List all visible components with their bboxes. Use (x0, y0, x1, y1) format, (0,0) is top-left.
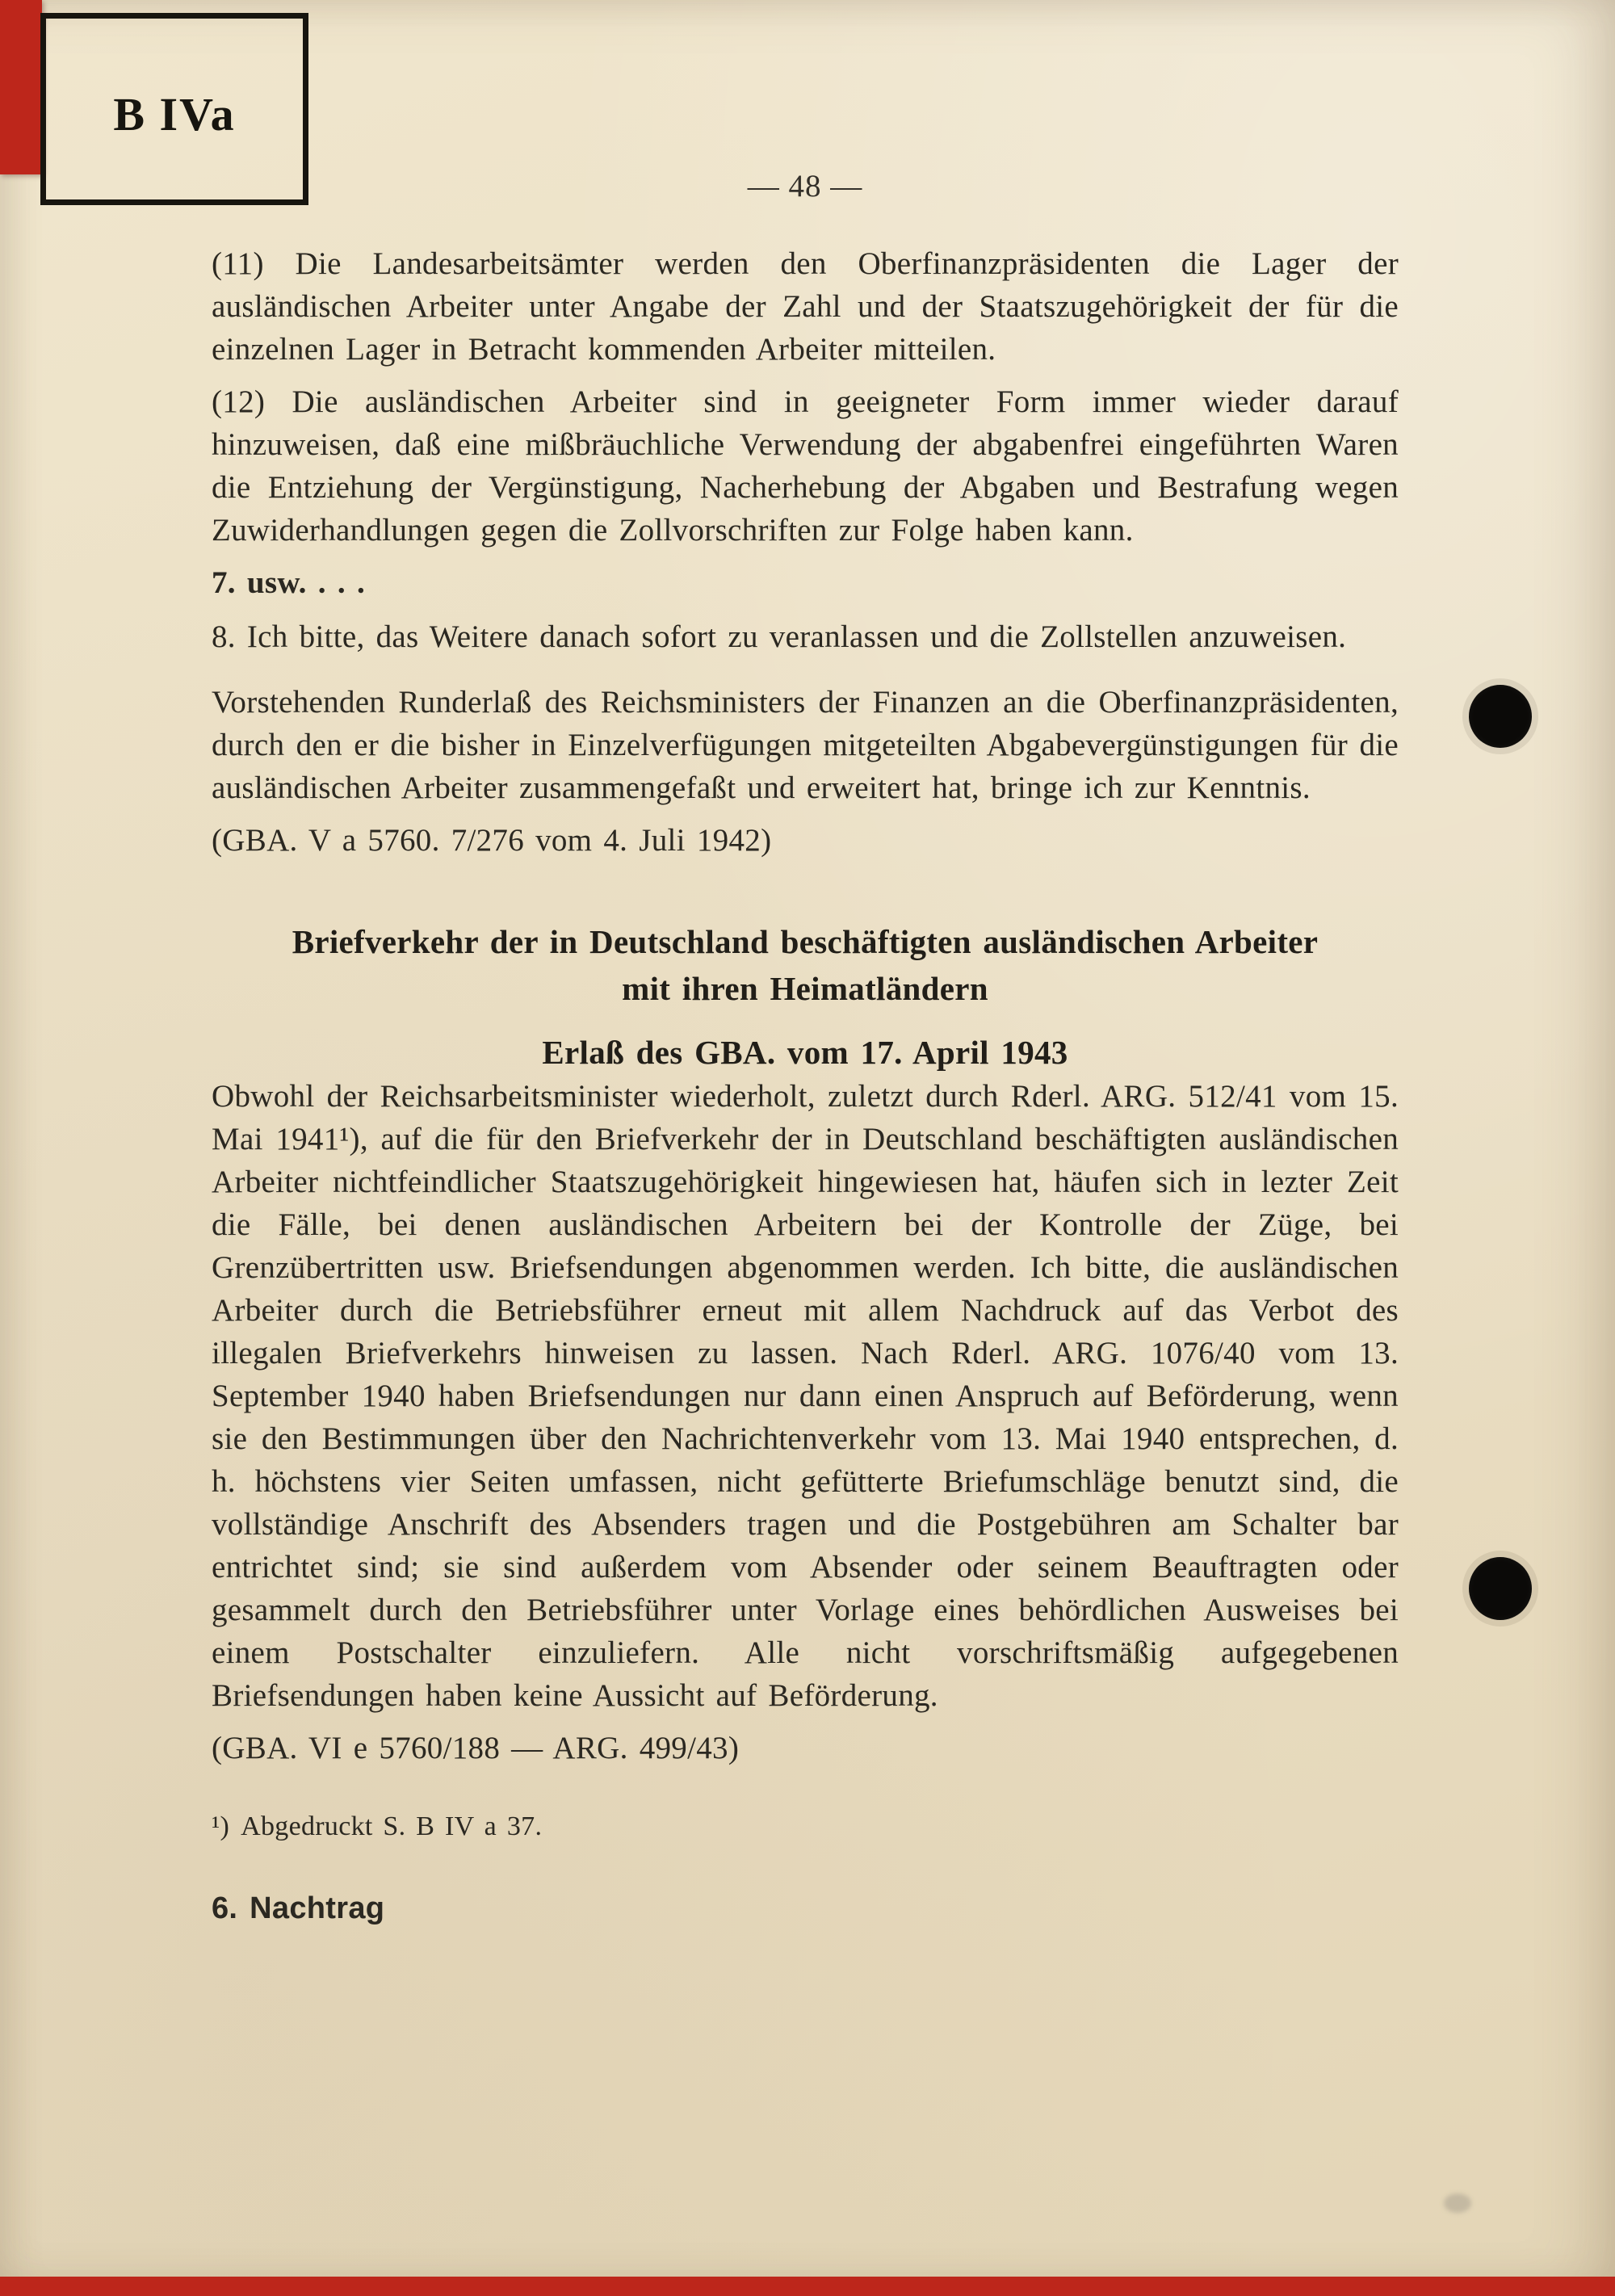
section-title (212, 918, 1399, 1012)
paragraph-12: (12) Die ausländischen Arbeiter sind in geeigneter Form immer wieder darauf hinzuweisen, daß eine mißbräuchliche Verwendung der abgabenfrei eingeführten Waren die Entziehung der Vergünstigung, Nacherhebung der Abgaben und Bestrafung wegen Zuwiderhandlungen gegen die Zollvorschriften zur Folge haben kann. (212, 384, 1399, 548)
paper-smudge (1444, 2193, 1471, 2213)
section-subtitle: Erlaß des GBA. vom 17. April 1943 (542, 1034, 1068, 1071)
footnote-marker: ¹) (212, 1811, 230, 1841)
paragraph-item-7: 7. usw. . . . (212, 565, 366, 600)
reference-gba-1943: (GBA. VI e 5760/188 — ARG. 499/43) (212, 1731, 740, 1765)
punch-hole-bottom (1469, 1557, 1532, 1620)
punch-hole-top (1469, 685, 1532, 748)
section-body-paragraph: Obwohl der Reichsarbeitsminister wiederholt, zuletzt durch Rderl. ARG. 512/41 vom 15. Mai 1941¹), auf die für den Briefverkehr der in Deutschland beschäftigten ausländischen Arbeiter nichtfeindlicher Staatszugehörigkeit hingewiesen hat, häufen sich in lezter Zeit die Fälle, bei denen ausländischen Arbeitern bei der Kontrolle der Züge, bei Grenzübertritten usw. Briefsendungen abgenommen werden. Ich bitte, die ausländischen Arbeiter durch die Betriebsführer erneut mit allem Nachdruck auf das Verbot des illegalen Briefverkehrs hinweisen zu lassen. Nach Rderl. ARG. 1076/40 vom 13. September 1940 haben Briefsendungen nur dann einen Anspruch auf Beförderung, wenn sie den Bestimmungen über den Nachrichtenverkehr vom 13. Mai 1940 entsprechen, d. h. höchstens vier Seiten umfassen, nicht gefütterte Briefumschläge benutzt sind, die vollständige Anschrift des Absenders tragen und die Postgebühren am Schalter bar entrichtet sind; sie sind außerdem vom Absender oder seinem Beauftragten oder gesammelt durch den Betriebsführer unter Vorlage eines behördlichen Ausweises bei einem Postschalter einzuliefern. Alle nicht vorschriftsmäßig aufgegebenen Briefsendungen haben keine Aussicht auf Beförderung. (212, 1079, 1399, 1713)
section-title-line2: mit ihren Heimatländern (622, 970, 988, 1007)
paragraph-11: (11) Die Landesarbeitsämter werden den Oberfinanzpräsidenten die Lager der ausländischen Arbeiter unter Angabe der Zahl und der Staatszugehörigkeit der für die einzelnen Lager in Betracht kommenden Arbeiter mitteilen. (212, 246, 1399, 367)
paragraph-closing-note: Vorstehenden Runderlaß des Reichsministers der Finanzen an die Oberfinanzpräsidenten, durch den er die bisher in Einzelverfügungen mitgeteilten Abgabevergünstigungen für die ausländischen Arbeiter zusammengefaßt und erweitert hat, bringe ich zur Kenntnis. (212, 685, 1399, 805)
page-number: — 48 — (747, 169, 863, 204)
section-label: B IVa (113, 87, 236, 141)
reference-gba-1942: (GBA. V a 5760. 7/276 vom 4. Juli 1942) (212, 823, 772, 858)
footnote (212, 1808, 1399, 1845)
section-title-line1: Briefverkehr der in Deutschland beschäftigten ausländischen Arbeiter (292, 923, 1319, 960)
page-content (212, 242, 1399, 1930)
footnote-text: Abgedruckt S. B IV a 37. (241, 1811, 543, 1841)
red-binder-edge-top-left (0, 0, 42, 174)
paragraph-item-8: 8. Ich bitte, das Weitere danach sofort zu veranlassen und die Zollstellen anzuweisen. (212, 619, 1347, 654)
red-binder-edge-bottom (0, 2277, 1615, 2296)
supplement-label: 6. Nachtrag (212, 1891, 385, 1925)
